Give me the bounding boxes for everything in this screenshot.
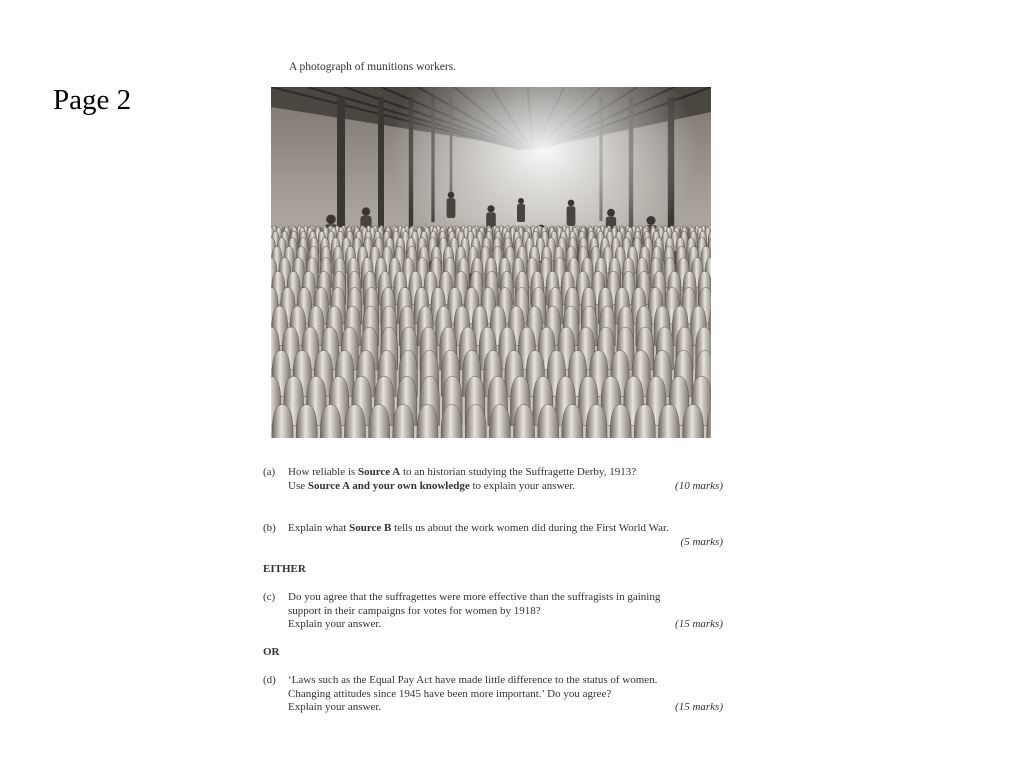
- question-bold-text: Source A and your own knowledge: [307, 479, 470, 492]
- factory-photo-icon: [271, 87, 711, 438]
- either-heading: EITHER: [263, 563, 306, 575]
- question-b: [263, 522, 723, 549]
- question-a: [263, 466, 723, 493]
- question-text: Explain your answer.: [288, 701, 382, 713]
- slide-title: Page 2: [53, 84, 132, 116]
- question-text: tells us about the work women did during the First World War.: [391, 522, 669, 534]
- question-text: How reliable is: [288, 466, 358, 478]
- question-text: to an historian studying the Suffragette Derby, 1913?: [400, 466, 637, 478]
- marks: (10 marks): [675, 479, 723, 492]
- question-letter: (b): [263, 522, 276, 534]
- question-bold-text: Source A: [357, 466, 401, 478]
- question-text: Changing attitudes since 1945 have been more important.’ Do you agree?: [288, 687, 612, 700]
- question-text: support in their campaigns for votes for women by 1918?: [288, 604, 541, 617]
- question-letter: (c): [263, 591, 276, 603]
- question-text: ‘Laws such as the Equal Pay Act have made little difference to the status of women.: [288, 674, 658, 686]
- question-text: to explain your answer.: [469, 479, 576, 492]
- question-d: [263, 674, 723, 715]
- marks: (5 marks): [680, 535, 723, 548]
- or-heading: OR: [263, 646, 280, 658]
- question-letter: (a): [263, 466, 276, 478]
- marks: (15 marks): [675, 701, 723, 713]
- photo-caption: A photograph of munitions workers.: [289, 61, 457, 73]
- question-text: Use: [288, 479, 308, 492]
- question-text: Explain what: [288, 522, 350, 534]
- munitions-photo: [271, 87, 711, 438]
- marks: (15 marks): [675, 618, 723, 630]
- question-text: Do you agree that the suffragettes were more effective than the suffragists in gaining: [288, 591, 661, 603]
- question-text: Explain your answer.: [288, 618, 382, 630]
- question-bold-text: Source B: [349, 522, 392, 534]
- question-c: [263, 591, 723, 632]
- question-letter: (d): [263, 674, 276, 686]
